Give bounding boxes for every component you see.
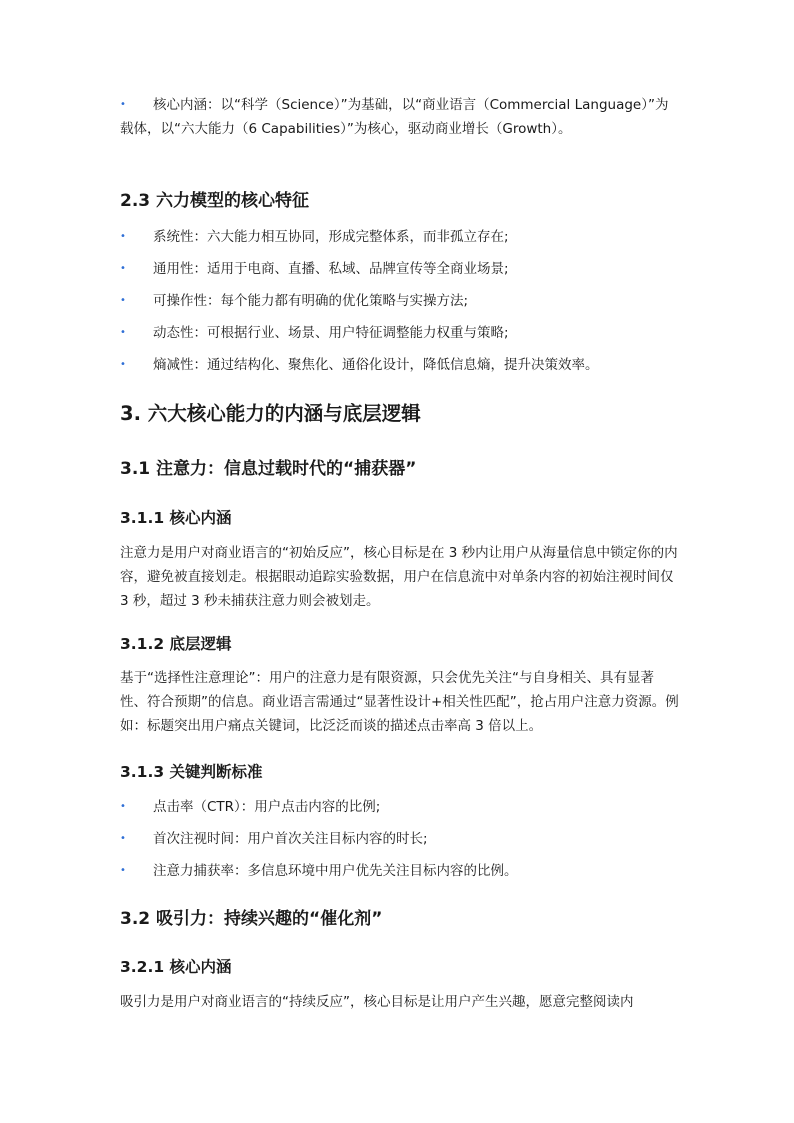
section-3-1-3-bullet-list (120, 795, 680, 891)
list-item (120, 827, 680, 859)
list-item (120, 859, 680, 891)
section-3-2-heading: 3.2 吸引力：持续兴趣的“催化剂” (120, 909, 383, 929)
section-3-1-2-heading: 3.1.2 底层逻辑 (120, 635, 232, 653)
section-3-2-1-heading: 3.2.1 核心内涵 (120, 958, 232, 976)
list-item-text: 可操作性：每个能力都有明确的优化策略与实操方法; (153, 293, 469, 309)
bullet-dot-icon: • (120, 359, 126, 370)
bullet-dot-icon: • (120, 231, 126, 242)
bullet-dot-icon: • (120, 99, 126, 110)
list-item-text: 点击率（CTR）：用户点击内容的比例; (153, 799, 381, 815)
section-3-1-1-heading: 3.1.1 核心内涵 (120, 509, 232, 527)
section-2-3-bullet-list (120, 225, 680, 385)
bullet-dot-icon: • (120, 833, 126, 844)
list-item-text: 熵减性：通过结构化、聚焦化、通俗化设计，降低信息熵，提升决策效率。 (153, 357, 599, 373)
bullet-dot-icon: • (120, 865, 126, 876)
bullet-dot-icon: • (120, 263, 126, 274)
list-item (120, 225, 680, 257)
list-item-text: 动态性：可根据行业、场景、用户特征调整能力权重与策略; (153, 325, 509, 341)
list-item (120, 353, 680, 385)
bullet-dot-icon: • (120, 801, 126, 812)
section-3-heading: 3. 六大核心能力的内涵与底层逻辑 (120, 402, 421, 425)
list-item (120, 795, 680, 827)
list-item-text: 首次注视时间：用户首次关注目标内容的时长; (153, 831, 428, 847)
core-meaning-bullet (120, 93, 680, 141)
list-item (120, 321, 680, 353)
section-3-1-1-paragraph: 注意力是用户对商业语言的“初始反应”，核心目标是在 3 秒内让用户从海量信息中锁定你的内容，避免被直接划走。根据眼动追踪实验数据，用户在信息流中对单条内容的初始注视时间仅 3 秒，超过 3 秒未捕获注意力则会被划走。 (120, 545, 678, 609)
list-item (120, 289, 680, 321)
bullet-dot-icon: • (120, 327, 126, 338)
section-2-3-heading: 2.3 六力模型的核心特征 (120, 191, 310, 211)
core-meaning-text: 核心内涵：以“科学（Science）”为基础，以“商业语言（Commercial Language）”为载体，以“六大能力（6 Capabilities）”为核心，驱动商业增长（Growth）。 (120, 97, 669, 137)
section-3-2-1-paragraph: 吸引力是用户对商业语言的“持续反应”，核心目标是让用户产生兴趣，愿意完整阅读内 (120, 994, 634, 1010)
section-3-1-heading: 3.1 注意力：信息过载时代的“捕获器” (120, 459, 417, 479)
section-3-1-3-heading: 3.1.3 关键判断标准 (120, 763, 263, 781)
list-item-text: 通用性：适用于电商、直播、私域、品牌宣传等全商业场景; (153, 261, 509, 277)
bullet-dot-icon: • (120, 295, 126, 306)
list-item-text: 系统性：六大能力相互协同，形成完整体系，而非孤立存在; (153, 229, 509, 245)
list-item-text: 注意力捕获率：多信息环境中用户优先关注目标内容的比例。 (153, 863, 518, 879)
list-item (120, 257, 680, 289)
section-3-1-2-paragraph: 基于“选择性注意理论”：用户的注意力是有限资源，只会优先关注“与自身相关、具有显著性、符合预期”的信息。商业语言需通过“显著性设计+相关性匹配”，抢占用户注意力资源。例如：标题突出用户痛点关键词，比泛泛而谈的描述点击率高 3 倍以上。 (120, 670, 679, 734)
